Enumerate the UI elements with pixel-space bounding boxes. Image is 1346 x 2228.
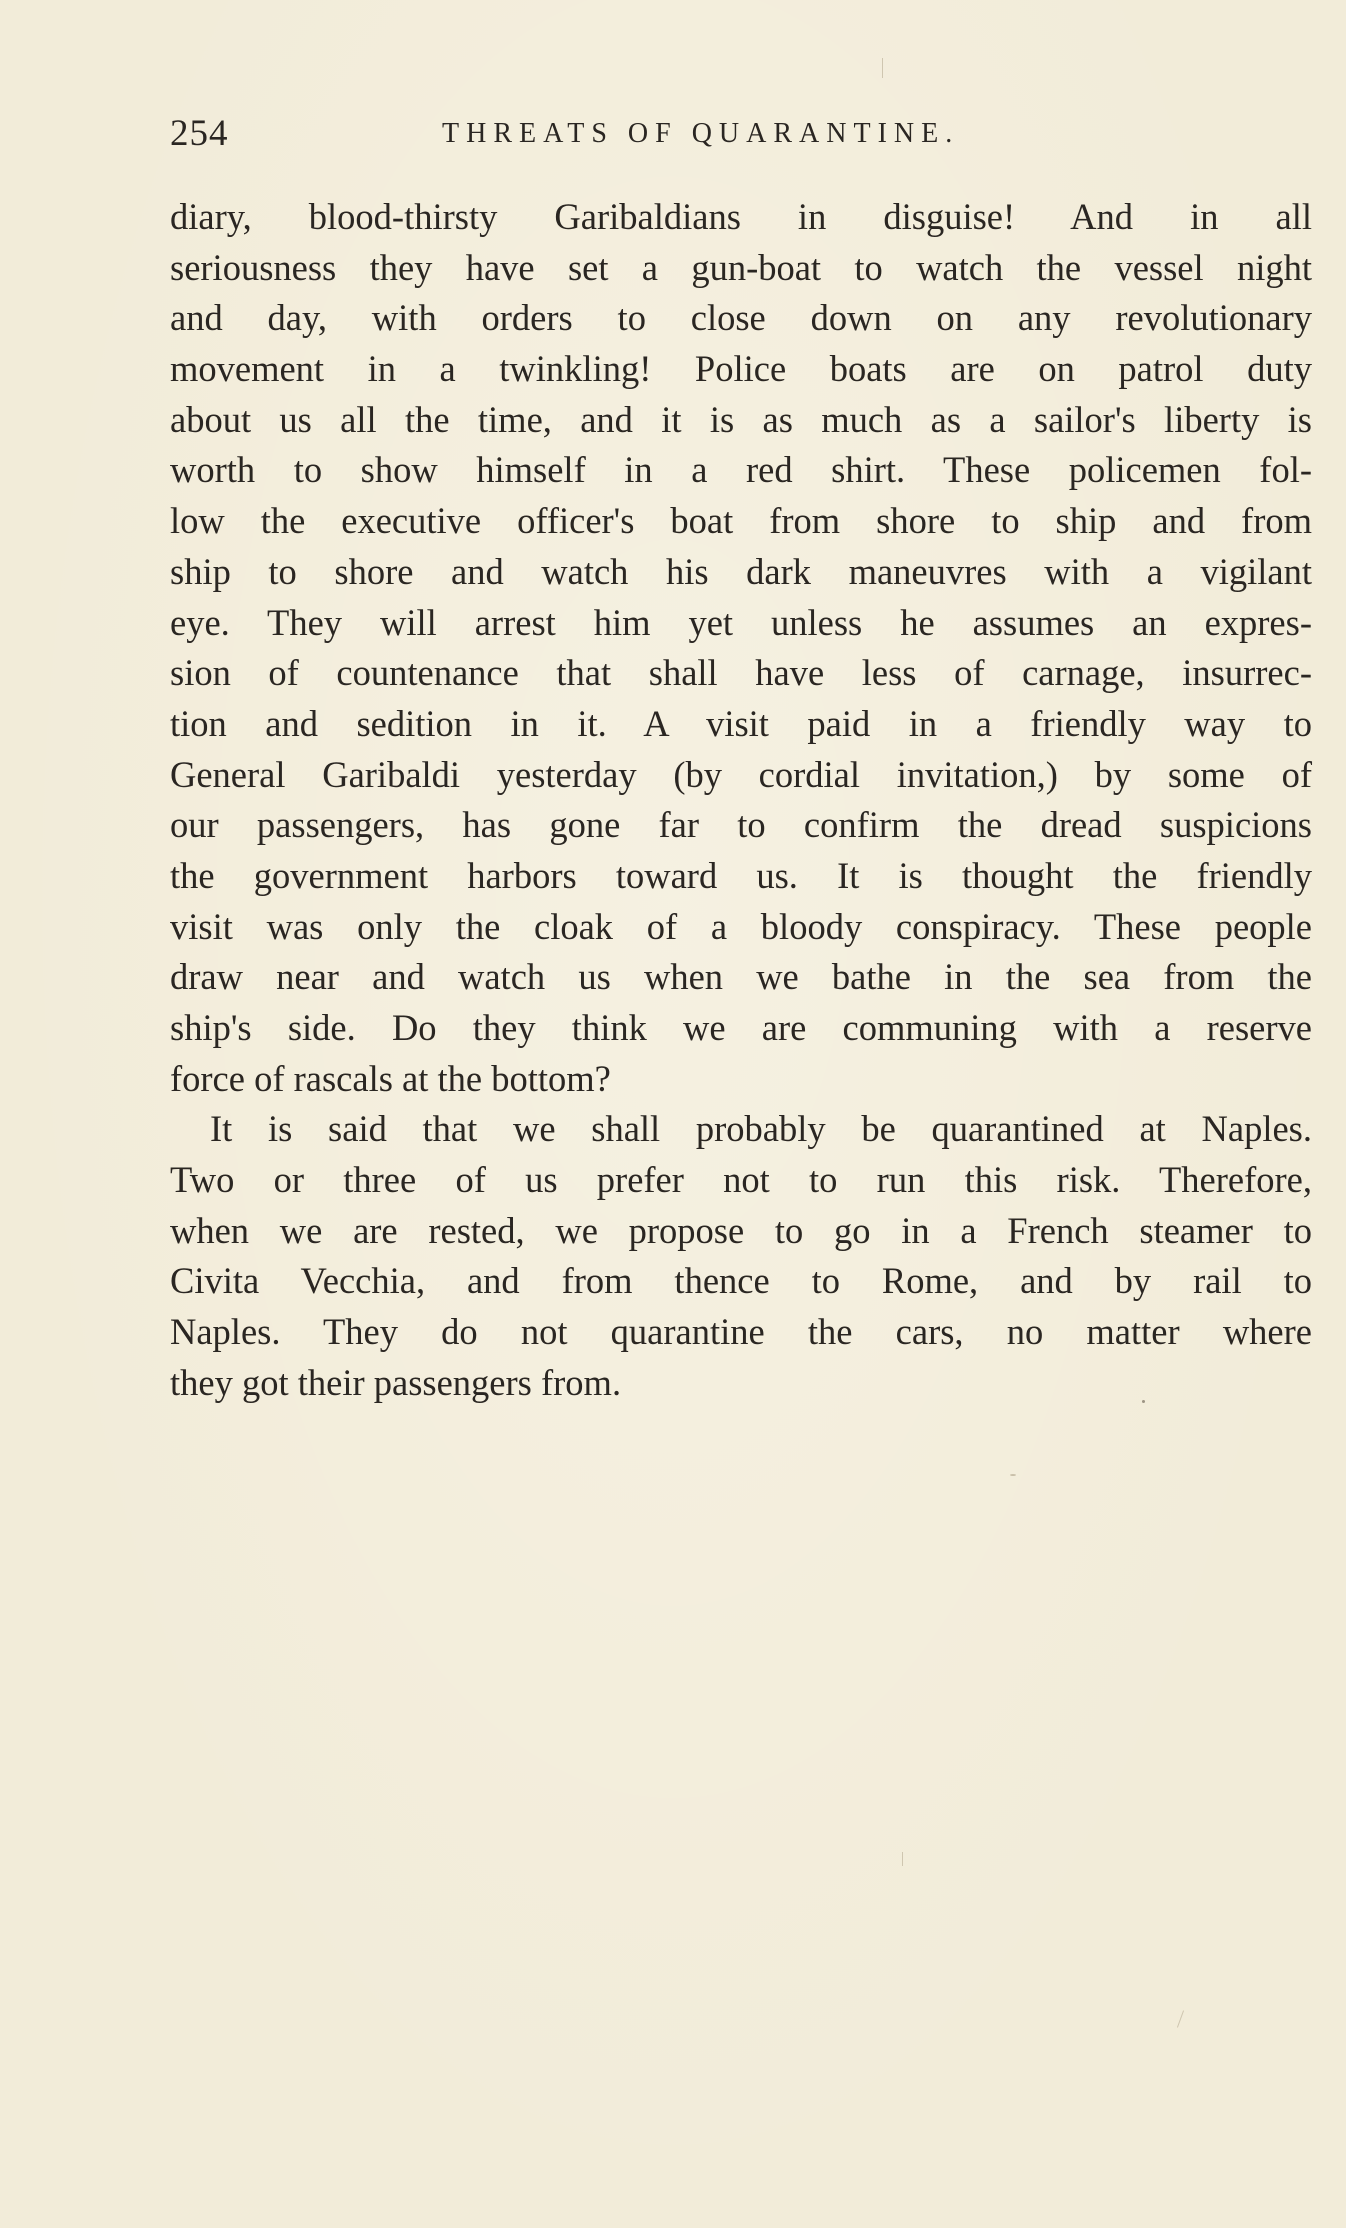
text-line: the government harbors toward us. It is thought the friendly — [170, 854, 1312, 896]
paragraph-2 — [170, 1104, 1312, 1408]
paper-mark — [1177, 2010, 1184, 2027]
top-edge-mark — [882, 58, 883, 78]
ink-speck — [1010, 1474, 1016, 1476]
page-number: 254 — [170, 113, 229, 154]
text-line: they got their passengers from. — [170, 1361, 622, 1403]
text-line: visit was only the cloak of a bloody conspiracy. These people — [170, 905, 1312, 947]
text-line: about us all the time, and it is as much as a sailor's liberty is — [170, 398, 1312, 440]
text-line: diary, blood-thirsty Garibaldians in disguise! And in all — [170, 196, 1312, 237]
paper-mark — [902, 1852, 903, 1866]
text-line: Two or three of us prefer not to run this risk. Therefore, — [170, 1159, 1312, 1201]
body-text — [170, 192, 1312, 1409]
text-line: sion of countenance that shall have less of carnage, insurrec- — [170, 652, 1312, 694]
text-line: Naples. They do not quarantine the cars, no matter where — [170, 1311, 1312, 1353]
text-line: force of rascals at the bottom? — [170, 1057, 611, 1099]
paragraph-1 — [170, 192, 1312, 1104]
text-line: low the executive officer's boat from shore to ship and from — [170, 500, 1312, 542]
text-line: ship to shore and watch his dark maneuvres with a vigilant — [170, 550, 1312, 592]
running-title: THREATS OF QUARANTINE. — [442, 118, 960, 149]
text-line: General Garibaldi yesterday (by cordial invitation,) by some of — [170, 753, 1312, 795]
text-line: movement in a twinkling! Police boats are on patrol duty — [170, 348, 1312, 390]
text-line: when we are rested, we propose to go in a French steamer to — [170, 1209, 1312, 1251]
text-line: our passengers, has gone far to confirm the dread suspicions — [170, 804, 1312, 846]
text-line: Civita Vecchia, and from thence to Rome, and by rail to — [170, 1260, 1312, 1302]
ink-speck — [1142, 1400, 1145, 1403]
text-line: It is said that we shall probably be quarantined at Naples. — [210, 1108, 1312, 1150]
text-line: ship's side. Do they think we are communing with a reserve — [170, 1007, 1312, 1048]
text-line: eye. They will arrest him yet unless he assumes an expres- — [170, 601, 1312, 643]
text-line: tion and sedition in it. A visit paid in a friendly way to — [170, 702, 1312, 744]
running-head — [170, 112, 1180, 162]
text-line: seriousness they have set a gun-boat to watch the vessel night — [170, 246, 1312, 288]
text-line: draw near and watch us when we bathe in the sea from the — [170, 956, 1312, 998]
text-line: worth to show himself in a red shirt. These policemen fol- — [170, 449, 1312, 491]
text-line: and day, with orders to close down on any revolutionary — [170, 297, 1312, 339]
